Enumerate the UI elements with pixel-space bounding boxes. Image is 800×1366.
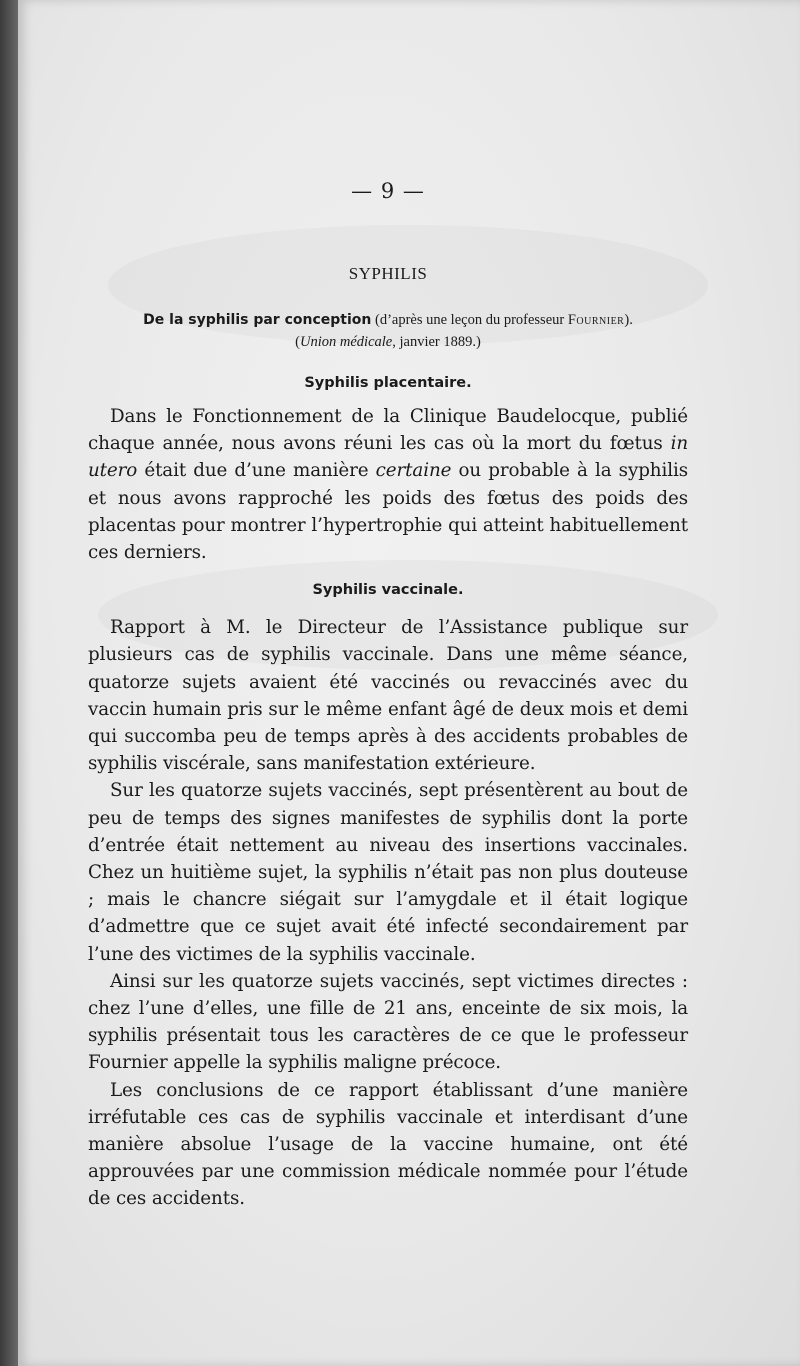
article-title: De la syphilis par conception [143,312,372,328]
professor-name: Fournier [567,312,625,328]
article-attribution-open: (d’après une leçon du professeur [371,312,568,328]
paragraph-rapport: Rapport à M. le Directeur de l’Assistance publique sur plusieurs cas de syphilis vaccinale. Dans une même séance, quatorze sujets avaient été vaccinés ou revaccinés avec du vaccin humain pris sur le même enfant âgé de deux mois et demi qui succomba peu de temps après à des accidents probables de syphilis viscérale, sans manifestation extérieure. [88,617,688,775]
source-journal: Union médicale [300,334,393,350]
subheading-syphilis-placentaire: Syphilis placentaire. [304,375,472,391]
page-number: — 9 — [351,179,425,203]
paragraph-text: était due d’une manière [137,460,376,482]
paragraph-text: ou probable à la syphilis et nous avons rapproché les poids des fœtus des poids des placentas pour montrer l’hypertrophie qui atteint habituellement ces derniers. [88,460,688,564]
page-content [88,176,688,1213]
article-source [88,332,688,352]
subheading-syphilis-vaccinale: Syphilis vaccinale. [312,582,464,599]
italic-text: certaine [375,460,452,482]
article-attribution-close: ). [624,312,633,328]
italic-text: in utero [88,433,688,482]
paragraph-victimes-directes: Ainsi sur les quatorze sujets vaccinés, sept victimes directes : chez l’une d’elles, une fille de 21 ans, enceinte de six mois, la syphilis présentait tous les caractères de ce que le professeur Fournier appelle la syphilis maligne précoce. [88,970,688,1074]
paragraph-text: Dans le Fonctionnement de la Clinique Baudelocque, publié chaque année, nous avons réuni les cas où la mort du fœtus [88,406,688,455]
paragraph-quatorze-sujets: Sur les quatorze sujets vaccinés, sept présentèrent au bout de peu de temps des signes manifestes de syphilis dont la porte d’entrée était nettement au niveau des insertions vaccinales. Chez un huitième sujet, la syphilis n’était pas non plus douteuse ; mais le chancre siégait sur l’amygdale et il était logique d’admettre que ce sujet avait été infecté secondairement par l’une des victimes de la syphilis vaccinale. [88,780,688,965]
section-title: SYPHILIS [348,264,428,283]
source-date: , janvier 1889.) [392,334,481,350]
paragraph-conclusions: Les conclusions de ce rapport établissant d’une manière irréfutable ces cas de syphilis vaccinale et interdisant d’une manière absolue l’usage de la vaccine humaine, ont été approuvées par une commission médicale nommée pour l’étude de ces accidents. [88,1079,688,1210]
article-heading [88,310,688,330]
paragraph-placentaire [88,403,688,566]
scan-dark-margin [0,0,20,1366]
source-open-paren: ( [295,334,301,350]
